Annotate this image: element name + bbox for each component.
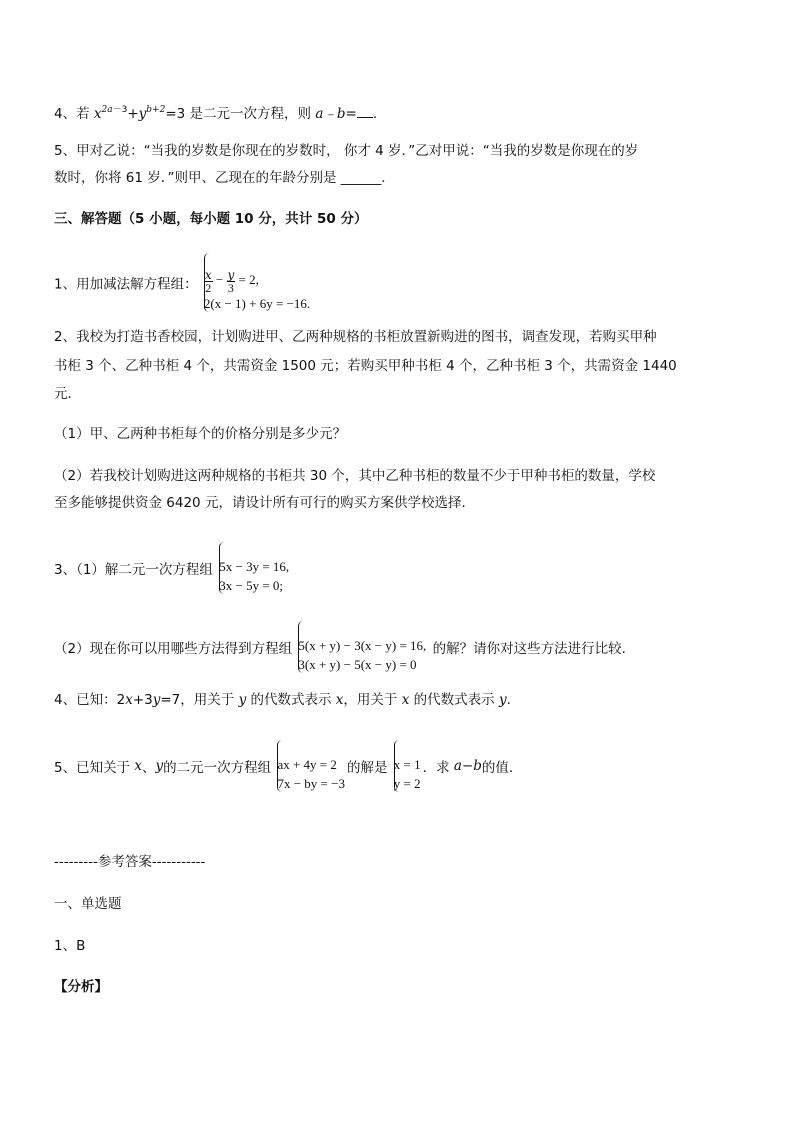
variable: x	[335, 692, 344, 708]
analysis-heading: 【分析】	[54, 979, 108, 995]
equation-row: 7x − by = −3	[277, 776, 345, 791]
exponent: 2a	[101, 105, 113, 115]
problem-5	[54, 739, 522, 793]
problem-3-part1	[54, 541, 291, 595]
section-heading: 三、解答题（5 小题，每小题 10 分，共计 50 分）	[54, 211, 368, 227]
equation-rhs: = 2,	[238, 272, 259, 287]
answer-section-heading: 一、单选题	[54, 896, 122, 912]
problem-text: 的解？请你对这些方法进行比较．	[432, 641, 636, 657]
problem-label: 1、用加减法解方程组：	[54, 276, 198, 293]
fraction-denominator: 3	[227, 280, 234, 295]
fraction-denominator: 2	[205, 280, 212, 295]
problem-text: 的解是	[346, 760, 388, 776]
question-number: 4、若	[54, 106, 90, 122]
fill-question-5-line1: 5、甲对乙说：“当我的岁数是你现在的岁数时， 你才 4 岁．”乙对甲说：“当我的岁数是你现在的岁	[54, 143, 639, 159]
equation-row: 5x − 3y = 16,	[219, 559, 290, 574]
problem-2-line3: 元．	[54, 386, 81, 402]
equation-system	[204, 252, 310, 313]
fraction-numerator: y	[227, 267, 235, 282]
problem-text: 5、已知关于	[54, 760, 131, 776]
question-ask: a﹣b=	[315, 106, 357, 122]
brace	[219, 542, 225, 594]
equation-term: =3	[165, 106, 186, 122]
problem-label: （2）现在你可以用哪些方法得到方程组	[54, 641, 293, 657]
problem-4	[54, 690, 511, 710]
solution-system	[394, 739, 421, 793]
question-text: 是二元一次方程，则	[189, 106, 312, 122]
problem-text: .	[506, 692, 511, 708]
variable: x	[134, 758, 143, 774]
brace	[277, 740, 283, 792]
problem-text: 的二元一次方程组	[163, 760, 272, 776]
variable: y	[155, 758, 164, 774]
exponent: b+2	[146, 105, 166, 115]
equation-row: x = 1	[393, 757, 421, 772]
variable: y	[152, 692, 161, 708]
equation-row: 3(x + y) − 5(x − y) = 0	[298, 657, 417, 672]
equation-term: +y	[127, 106, 147, 122]
problem-text: +3	[132, 692, 153, 708]
problem-2-sub1: （1）甲、乙两种书柜每个的价格分别是多少元？	[54, 426, 347, 442]
exponent: －3	[112, 105, 128, 115]
equation-row: y = 2	[393, 776, 421, 791]
problem-1	[54, 252, 312, 313]
problem-2-sub2-line2: 至多能够提供资金 6420 元，请设计所有可行的购买方案供学校选择．	[54, 495, 475, 511]
problem-2-line1: 2、我校为打造书香校园，计划购进甲、乙两种规格的书柜放置新购进的图书，调查发现，若购买甲种	[54, 329, 657, 345]
brace	[298, 621, 304, 673]
problem-3-part2	[54, 620, 635, 674]
problem-text: ，用关于	[343, 692, 398, 708]
equation-system	[298, 620, 426, 674]
problem-text: 的值．	[481, 760, 523, 776]
brace	[394, 740, 400, 792]
equation-system	[277, 739, 345, 793]
equation-system	[219, 541, 289, 595]
answer-blank	[357, 105, 373, 118]
equation-row: 3x − 5y = 0;	[219, 578, 284, 593]
problem-2-line2: 书柜 3 个、乙种书柜 4 个，共需资金 1500 元；若购买甲种书柜 4 个，乙种书柜 3 个，共需资金 1440	[54, 358, 677, 374]
equation-row: 2(x − 1) + 6y = −16.	[203, 295, 311, 311]
equation-term: x	[93, 106, 102, 122]
question-end: .	[372, 106, 378, 122]
fraction-numerator: x	[204, 267, 212, 282]
equation-row	[204, 268, 310, 294]
minus-sign: −	[215, 272, 224, 287]
equation-row: ax + 4y = 2	[277, 757, 337, 772]
problem-label: 3、（1）解二元一次方程组	[54, 562, 213, 578]
variable: y	[498, 692, 507, 708]
problem-text: 的代数式表示	[413, 692, 495, 708]
problem-text: 4、已知：2	[54, 692, 126, 708]
equation-row: 5(x + y) − 3(x − y) = 16,	[298, 638, 427, 653]
answer-item: 1、B	[54, 938, 86, 954]
variable: x	[125, 692, 133, 708]
answer-divider: ---------参考答案-----------	[54, 854, 206, 870]
expression: a−b	[453, 758, 482, 774]
brace	[204, 253, 210, 312]
problem-text: 的代数式表示	[250, 692, 332, 708]
fill-question-5-line2: 数时，你将 61 岁．”则甲、乙现在的年龄分别是 ______．	[54, 170, 395, 186]
fill-question-4	[54, 100, 377, 124]
problem-2-sub2-line1: （2）若我校计划购进这两种规格的书柜共 30 个，其中乙种书柜的数量不少于甲种书柜的数量，学校	[54, 468, 656, 484]
problem-text: ．求	[422, 760, 450, 776]
problem-text: 、	[142, 760, 156, 776]
variable: y	[238, 692, 247, 708]
problem-text: =7，用关于	[160, 692, 235, 708]
variable: x	[401, 692, 410, 708]
